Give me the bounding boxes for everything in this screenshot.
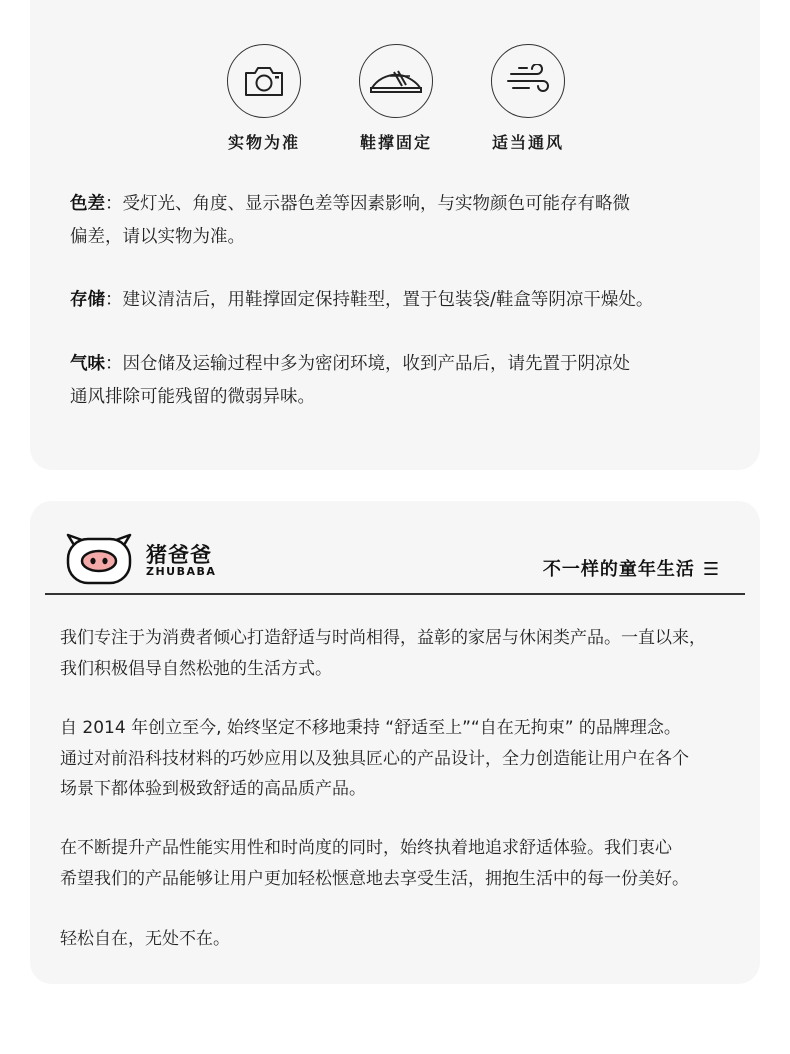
paragraph-line: 我们专注于为消费者倾心打造舒适与时尚相得，益彰的家居与休闲类产品。一直以来， (60, 628, 706, 648)
note-odor (70, 348, 740, 414)
icon-item-shoe-tree (326, 44, 466, 153)
note-text: ：因仓储及运输过程中多为密闭环境，收到产品后，请先置于阴凉处 (105, 354, 630, 374)
paragraph-line: 希望我们的产品能够让用户更加轻松惬意地去享受生活，拥抱生活中的每一份美好。 (60, 868, 689, 889)
pig-logo-icon (64, 531, 134, 585)
icon-item-camera (194, 44, 334, 153)
icon-label: 实物为准 (227, 133, 300, 152)
brand-name-en: ZHUBABA (146, 565, 217, 578)
icon-label: 鞋撑固定 (359, 133, 432, 152)
brand-header (30, 501, 760, 595)
note-color-difference (70, 188, 740, 254)
brand-slogan (543, 555, 720, 581)
header-divider (45, 593, 745, 595)
note-title: 气味 (70, 354, 105, 374)
brand-paragraph (60, 623, 740, 684)
brand-story-card (30, 501, 760, 984)
note-text: ：建议清洁后，用鞋撑固定保持鞋型，置于包装袋/鞋盒等阴凉干燥处。 (105, 290, 654, 310)
note-title: 存储 (70, 290, 105, 310)
shoe-tree-icon (359, 44, 433, 118)
slogan-text: 不一样的童年生活 (542, 559, 695, 580)
paragraph-line: 在不断提升产品性能实用性和时尚度的同时，始终执着地追求舒适体验。我们衷心 (60, 838, 672, 858)
paragraph-line: 自 2014 年创立至今, 始终坚定不移地秉持 “舒适至上”“自在无拘束” 的品牌理念。 (60, 718, 681, 738)
brand-paragraph (60, 713, 740, 805)
menu-icon: ☰ (702, 559, 720, 580)
care-instructions-card (30, 0, 760, 470)
brand-name-cn: 猪爸爸 (146, 543, 212, 567)
note-title: 色差 (70, 194, 105, 214)
camera-icon (227, 44, 301, 118)
icon-label: 适当通风 (491, 133, 564, 152)
note-text: ：受灯光、角度、显示器色差等因素影响，与实物颜色可能存有略微 (105, 194, 630, 214)
wind-icon (491, 44, 565, 118)
note-text: 偏差，请以实物为准。 (70, 227, 245, 247)
brand-paragraph (60, 924, 740, 955)
note-text: 通风排除可能残留的微弱异味。 (70, 387, 315, 407)
note-storage (70, 284, 740, 317)
paragraph-line: 通过对前沿科技材料的巧妙应用以及独具匠心的产品设计，全力创造能让用户在各个 (60, 748, 689, 769)
paragraph-line: 我们积极倡导自然松弛的生活方式。 (60, 658, 332, 679)
paragraph-line: 场景下都体验到极致舒适的高品质产品。 (60, 779, 366, 799)
paragraph-line: 轻松自在，无处不在。 (60, 929, 230, 949)
brand-paragraph (60, 833, 740, 894)
icon-item-wind (458, 44, 598, 153)
